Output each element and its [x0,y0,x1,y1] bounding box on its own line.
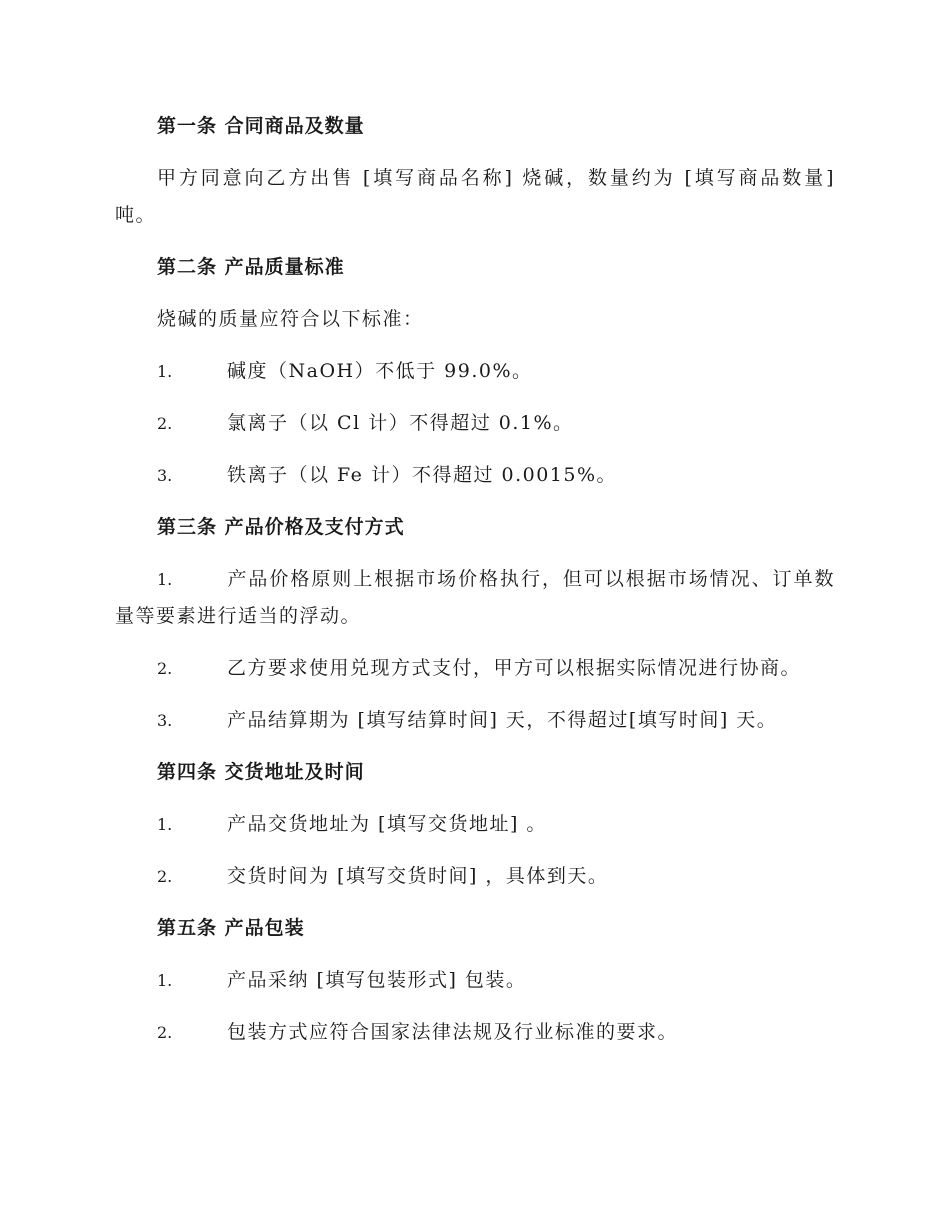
section-heading: 第二条 产品质量标准 [157,256,345,278]
list-item-number: 2. [157,1023,173,1042]
list-item-text: 交货时间为 [填写交货时间] ，具体到天。 [227,865,609,887]
list-item-text: 铁离子（以 Fe 计）不得超过 0.0015%。 [227,464,618,486]
list-item-text: 产品结算期为 [填写结算时间] 天，不得超过[填写时间] 天。 [227,709,778,731]
list-item-number: 3. [157,466,173,485]
list-item-number: 2. [157,414,173,433]
list-item-number: 1. [157,570,173,589]
section-heading: 第三条 产品价格及支付方式 [157,516,405,538]
list-item [115,457,835,494]
section-paragraph: 甲方同意向乙方出售 [填写商品名称] 烧碱，数量约为 [填写商品数量] 吨。 [115,167,835,226]
list-item [115,806,835,843]
list-item-text: 氯离子（以 Cl 计）不得超过 0.1%。 [227,412,574,434]
list-item-number: 2. [157,659,173,678]
list-item [115,1014,835,1051]
list-item-text: 碱度（NaOH）不低于 99.0%。 [227,360,533,382]
list-item-text: 产品交货地址为 [填写交货地址] 。 [227,813,547,835]
list-item-number: 2. [157,867,173,886]
list-item-number: 1. [157,971,173,990]
list-item [115,702,835,739]
section-heading: 第一条 合同商品及数量 [157,115,365,137]
list-item-number: 1. [157,362,173,381]
list-item [115,561,835,635]
list-item [115,650,835,687]
list-item-number: 1. [157,815,173,834]
list-item [115,405,835,442]
section-heading: 第四条 交货地址及时间 [157,761,365,783]
list-item-text: 乙方要求使用兑现方式支付，甲方可以根据实际情况进行协商。 [227,657,802,679]
section-intro: 烧碱的质量应符合以下标准： [157,308,424,330]
list-item [115,353,835,390]
list-item-number: 3. [157,711,173,730]
list-item [115,858,835,895]
list-item [115,962,835,999]
list-item-text: 包装方式应符合国家法律法规及行业标准的要求。 [227,1021,679,1043]
list-item-text: 产品采纳 [填写包装形式] 包装。 [227,969,527,991]
list-item-text: 产品价格原则上根据市场价格执行，但可以根据市场情况、订单数量等要素进行适当的浮动。 [115,568,835,627]
section-heading: 第五条 产品包装 [157,917,305,939]
